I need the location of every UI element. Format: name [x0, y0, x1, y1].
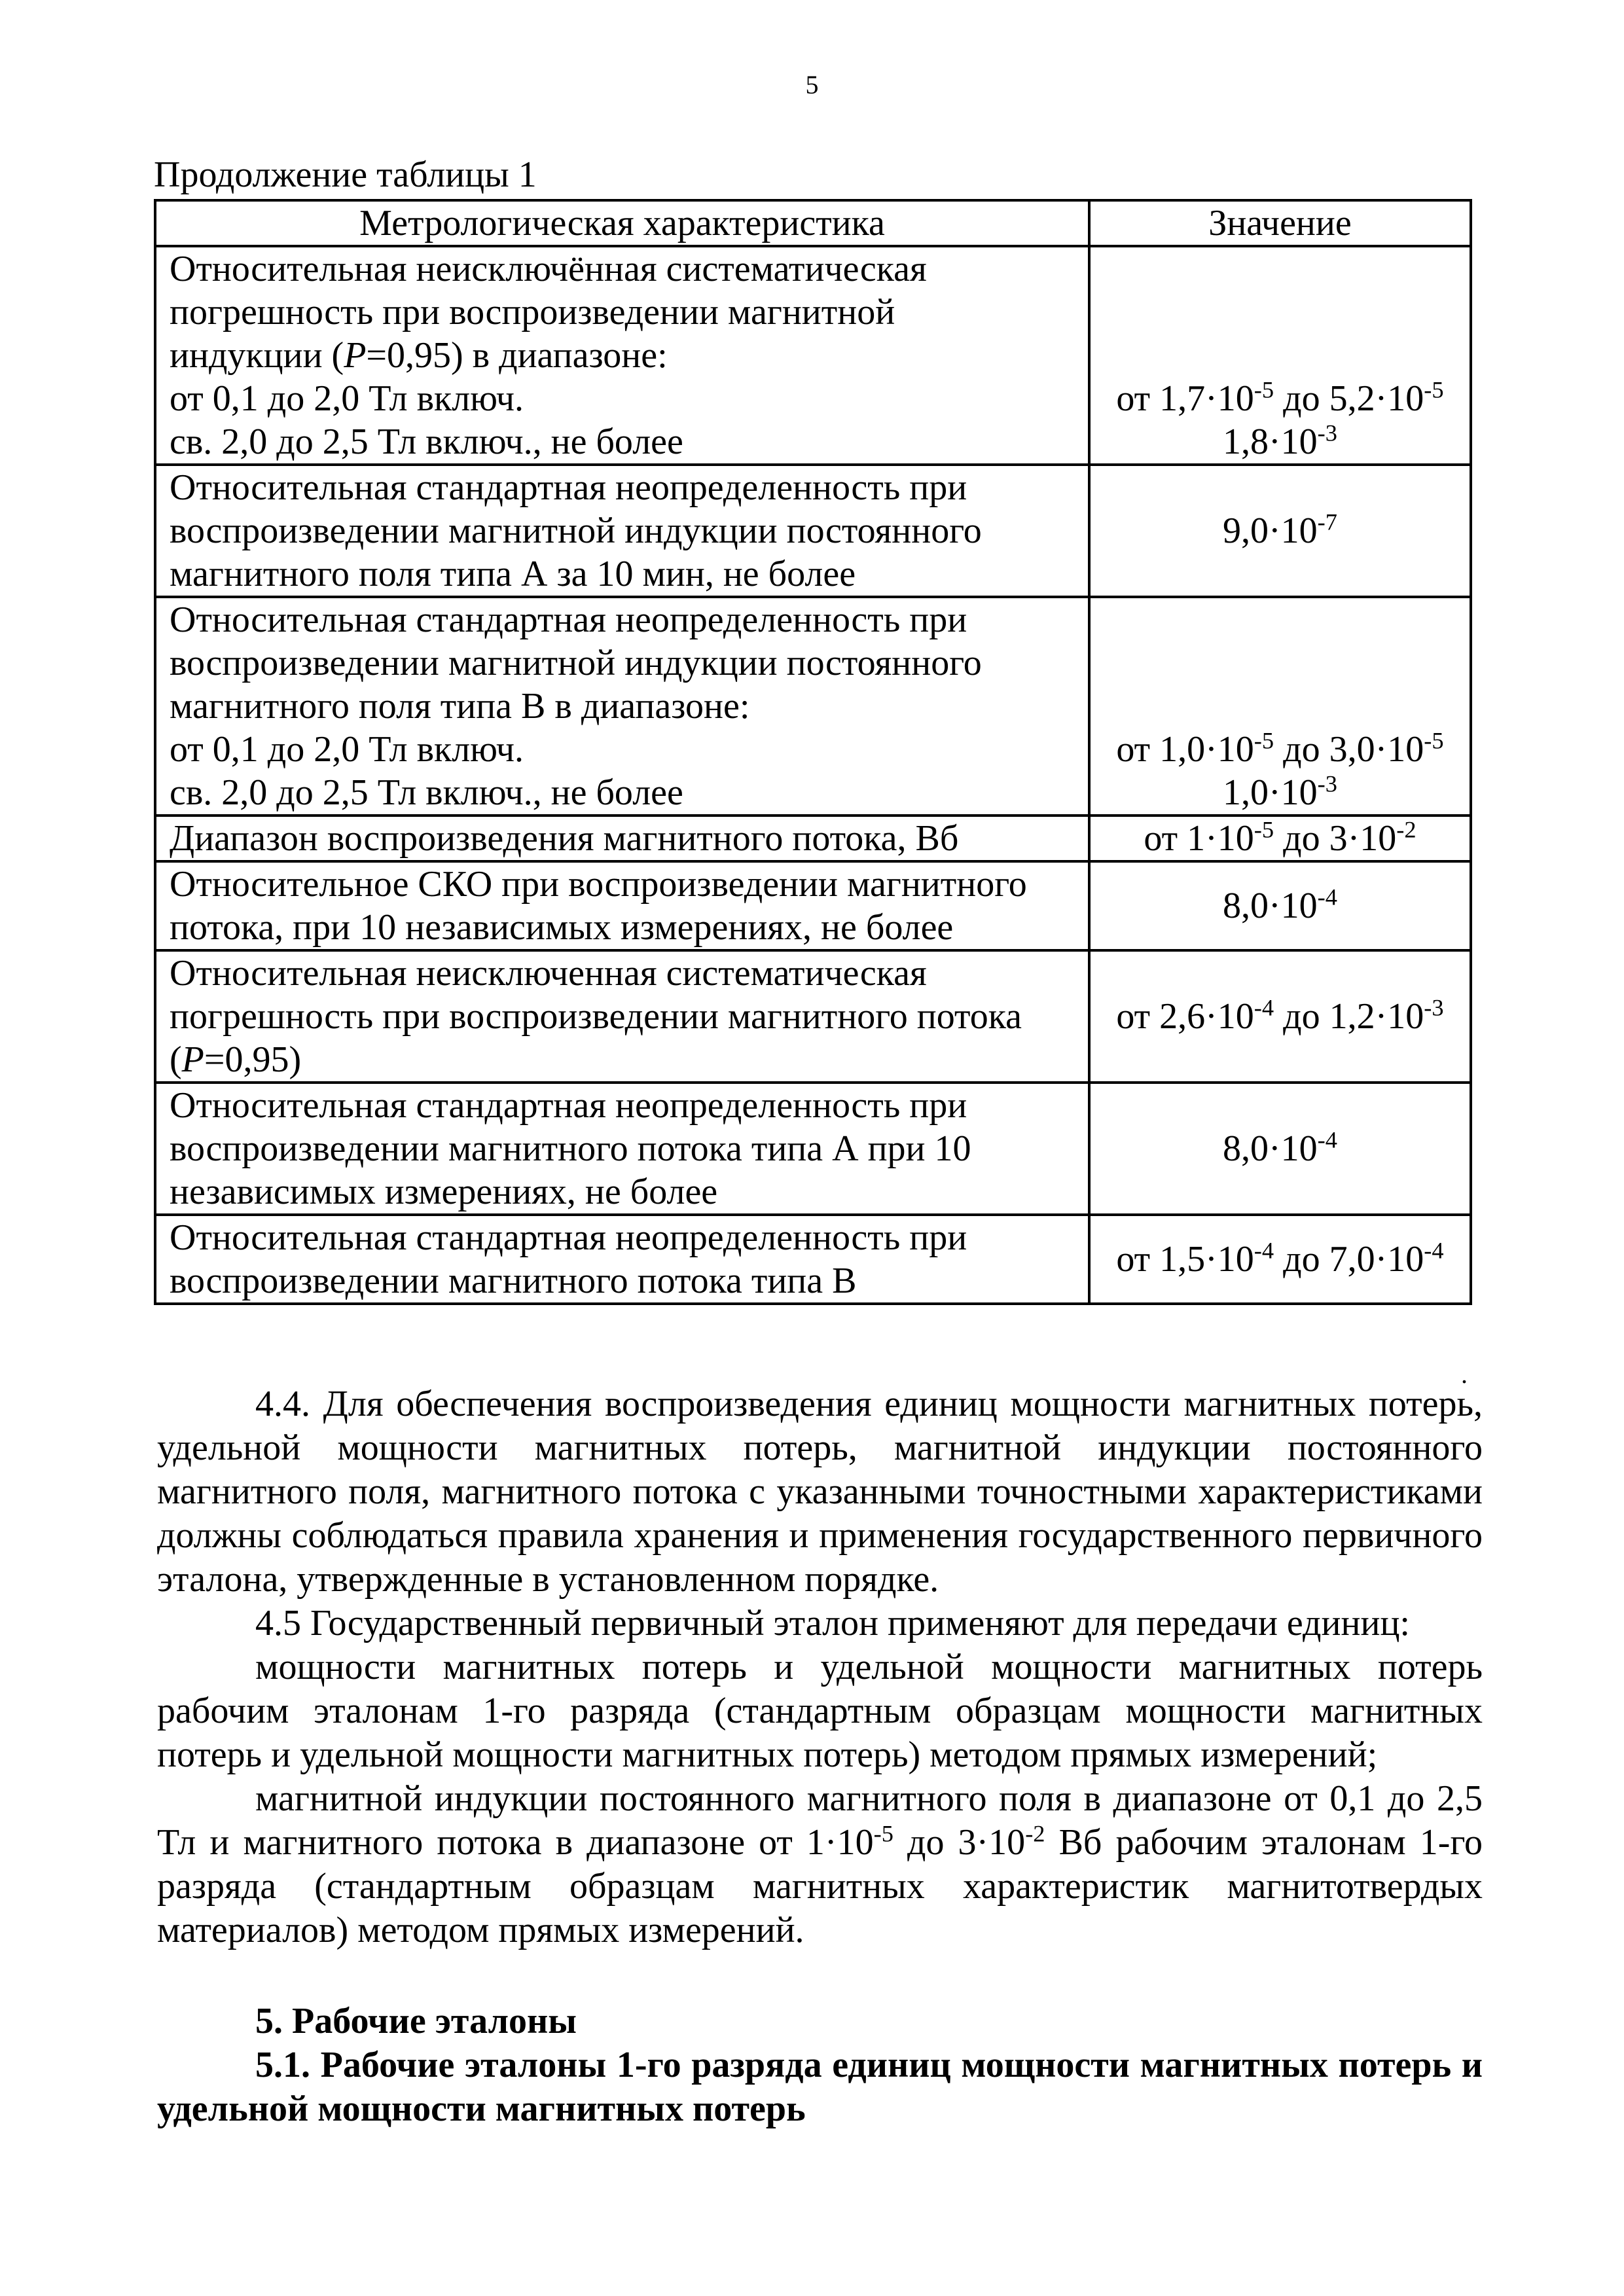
cell-line: воспроизведении магнитного потока типа А при 10 — [170, 1128, 971, 1169]
cell-line: св. 2,0 до 2,5 Тл включ., не более — [170, 422, 683, 462]
value-cell — [1089, 861, 1471, 950]
value-text: от $1,0\cdot 10^{-5}$ до $3,0\cdot 10^{-5}$ — [1116, 727, 1444, 770]
cell-line: Относительное СКО при воспроизведении магнитного — [170, 864, 1027, 905]
cell-line: воспроизведении магнитного потока типа В — [170, 1261, 857, 1301]
cell-line: воспроизведении магнитной индукции постоянного — [170, 643, 982, 683]
cell-line: от 0,1 до 2,0 Тл включ. — [170, 378, 524, 419]
cell-line: магнитного поля типа А за 10 мин, не более — [170, 554, 856, 594]
value-cell — [1089, 816, 1471, 861]
trailing-dot: . — [1461, 1359, 1468, 1389]
table-row — [155, 597, 1471, 816]
table-row — [155, 246, 1471, 465]
paragraph-4-5: 4.5 Государственный первичный эталон применяют для передачи единиц: — [255, 1603, 1410, 1643]
cell-line: от 0,1 до 2,0 Тл включ. — [170, 729, 524, 770]
cell-line: св. 2,0 до 2,5 Тл включ., не более — [170, 772, 683, 813]
cell-line: магнитного поля типа В в диапазоне: — [170, 686, 750, 726]
characteristic-cell — [155, 816, 1089, 861]
value-text: $1,0\cdot 10^{-3}$ — [1223, 770, 1337, 813]
value-text: от $1,7\cdot 10^{-5}$ до $5,2\cdot 10^{-5}$ — [1116, 376, 1444, 419]
table-row — [155, 465, 1471, 597]
value-cell — [1089, 246, 1471, 465]
cell-line: индукции (P=0,95) в диапазоне: — [170, 335, 668, 376]
page-number: 5 — [805, 70, 819, 99]
table-row — [155, 816, 1471, 861]
characteristic-cell — [155, 861, 1089, 950]
body-text — [157, 1382, 1483, 2131]
value-text: $8,0\cdot 10^{-4}$ — [1223, 1126, 1337, 1169]
table-row — [155, 861, 1471, 950]
section-heading-5-1: 5.1. Рабочие эталоны 1-го разряда единиц мощности магнитных потерь и удельной мощности магнитных потерь — [157, 2045, 1483, 2129]
paragraph-4-5-a: мощности магнитных потерь и удельной мощности магнитных потерь рабочим эталонам 1-го разряда (стандартным образцам мощности магнитных потерь и удельной мощности магнитных потерь) методом прямых измерений; — [157, 1647, 1483, 1775]
value-text: $9,0\cdot 10^{-7}$ — [1223, 509, 1337, 551]
header-characteristic: Метрологическая характеристика — [155, 200, 1089, 246]
table-header-row — [155, 200, 1471, 246]
value-text: от $1,5\cdot 10^{-4}$ до $7,0\cdot 10^{-4}$ — [1116, 1237, 1444, 1280]
cell-line: Относительная неисключенная систематическая — [170, 953, 927, 994]
cell-line: Относительная стандартная неопределенность при — [170, 1217, 967, 1258]
cell-line: погрешность при воспроизведении магнитного потока — [170, 996, 1022, 1037]
value-text: от $1\cdot 10^{-5}$ до $3\cdot 10^{-2}$ — [1144, 816, 1416, 859]
table-row — [155, 950, 1471, 1083]
section-heading-5: 5. Рабочие эталоны — [255, 2001, 577, 2041]
characteristic-cell — [155, 597, 1089, 816]
characteristic-cell — [155, 465, 1089, 597]
characteristic-cell — [155, 246, 1089, 465]
cell-line: независимых измерениях, не более — [170, 1172, 718, 1212]
cell-line: Диапазон воспроизведения магнитного потока, Вб — [170, 818, 959, 859]
value-text: $8,0\cdot 10^{-4}$ — [1223, 884, 1337, 926]
characteristic-cell — [155, 950, 1089, 1083]
cell-line: Относительная стандартная неопределенность при — [170, 600, 967, 640]
value-cell — [1089, 1083, 1471, 1215]
cell-line: Относительная неисключённая систематическая — [170, 249, 927, 289]
paragraph-4-5-b: магнитной индукции постоянного магнитного поля в диапазоне от 0,1 до 2,5 Тл и магнитного потока в диапазоне от $1\cdot 10^{-5}$ до $3\cdot 10^{-2}$ Вб рабочим эталонам 1-го разряда (стандартным образцам магнитных характеристик магнитотвердых материалов) методом прямых измерений. — [157, 1778, 1483, 1950]
cell-line: Относительная стандартная неопределенность при — [170, 467, 967, 508]
cell-line: потока, при 10 независимых измерениях, не более — [170, 907, 954, 948]
table-row — [155, 1215, 1471, 1304]
cell-line: Относительная стандартная неопределенность при — [170, 1085, 967, 1126]
value-cell — [1089, 465, 1471, 597]
cell-line: (P=0,95) — [170, 1039, 302, 1080]
table-caption: Продолжение таблицы 1 — [154, 154, 537, 195]
value-cell — [1089, 950, 1471, 1083]
value-cell — [1089, 1215, 1471, 1304]
value-text: от $2,6\cdot 10^{-4}$ до $1,2\cdot 10^{-3}$ — [1116, 994, 1444, 1037]
paragraph-4-4: 4.4. Для обеспечения воспроизведения единиц мощности магнитных потерь, удельной мощности магнитных потерь, магнитной индукции постоянного магнитного поля, магнитного потока с указанными точностными характеристиками должны соблюдаться правила хранения и применения государственного первичного эталона, утвержденные в установленном порядке. — [157, 1384, 1483, 1600]
cell-line: воспроизведении магнитной индукции постоянного — [170, 511, 982, 551]
characteristic-cell — [155, 1215, 1089, 1304]
metrology-table — [154, 199, 1472, 1305]
cell-line: погрешность при воспроизведении магнитной — [170, 292, 895, 332]
characteristic-cell — [155, 1083, 1089, 1215]
table-row — [155, 1083, 1471, 1215]
value-cell — [1089, 597, 1471, 816]
value-text: $1,8\cdot 10^{-3}$ — [1223, 420, 1337, 462]
header-value: Значение — [1089, 200, 1471, 246]
